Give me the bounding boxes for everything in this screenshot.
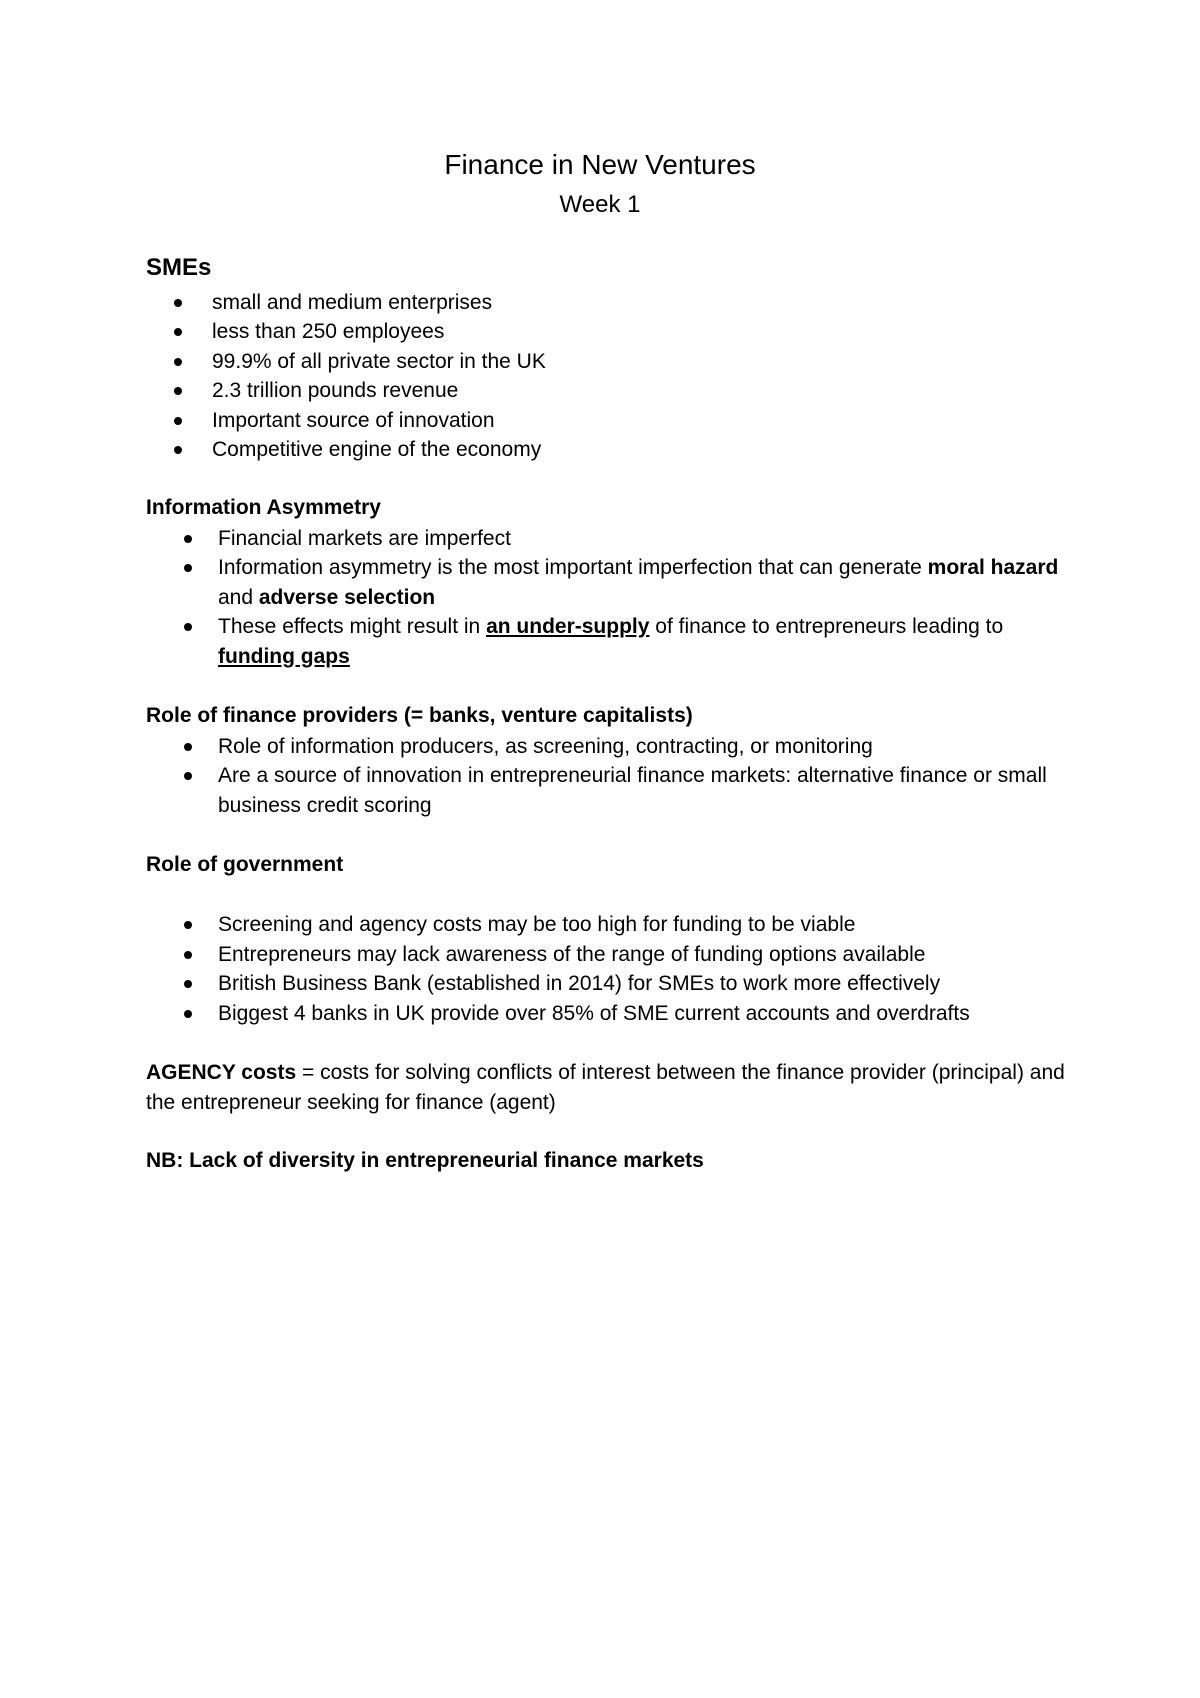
text-span: These effects might result in: [218, 615, 487, 638]
document-title: Finance in New Ventures: [444, 149, 756, 180]
bullet-icon: [184, 564, 192, 572]
bullet-icon: [174, 328, 182, 336]
list-item-text: 2.3 trillion pounds revenue: [212, 379, 459, 402]
funding-gaps-term: funding gaps: [218, 644, 350, 668]
bullet-icon: [184, 951, 192, 959]
list-item-text: Financial markets are imperfect: [218, 527, 511, 550]
finance-providers-heading: Role of finance providers (= banks, venture capitalists): [146, 704, 693, 727]
bullet-icon: [184, 1010, 192, 1018]
bullet-icon: [184, 623, 192, 631]
list-item-text: Entrepreneurs may lack awareness of the range of funding options available: [218, 943, 926, 966]
list-item-text: British Business Bank (established in 2014) for SMEs to work more effectively: [218, 972, 941, 995]
list-item-text: less than 250 employees: [212, 320, 445, 343]
bullet-icon: [174, 299, 182, 307]
text-span: of finance to entrepreneurs leading to: [649, 615, 1004, 638]
bullet-icon: [174, 358, 182, 366]
bullet-icon: [184, 772, 192, 780]
text-span: Information asymmetry is the most important imperfection that can generate: [218, 556, 928, 579]
document-subtitle: Week 1: [559, 191, 641, 218]
smes-heading: SMEs: [146, 254, 212, 281]
list-item-text: 99.9% of all private sector in the UK: [212, 350, 546, 373]
text-span: and: [218, 585, 259, 609]
under-supply-term: an under-supply: [486, 615, 650, 638]
bullet-icon: [174, 446, 182, 454]
agency-costs-paragraph: [146, 1058, 1066, 1117]
bullet-icon: [184, 980, 192, 988]
bullet-icon: [184, 743, 192, 751]
list-item-text: Screening and agency costs may be too high for funding to be viable: [218, 913, 856, 936]
agency-costs-term: AGENCY costs: [146, 1061, 297, 1084]
bullet-icon: [184, 921, 192, 929]
info-asymmetry-heading: Information Asymmetry: [146, 496, 381, 519]
list-item-text: Competitive engine of the economy: [212, 438, 542, 461]
list-item-text: Role of information producers, as screening, contracting, or monitoring: [218, 735, 873, 758]
government-heading: Role of government: [146, 853, 344, 876]
list-item-text: Biggest 4 banks in UK provide over 85% of SME current accounts and overdrafts: [218, 1002, 970, 1025]
bullet-icon: [184, 535, 192, 543]
agency-costs-definition: = costs for solving conflicts of interest between the finance provider (principal) and the entrepreneur seeking for finance (agent): [146, 1061, 1065, 1114]
bullet-icon: [174, 417, 182, 425]
list-item-text: Are a source of innovation in entrepreneurial finance markets: alternative finance or small business credit scoring: [218, 764, 1047, 817]
list-item-text: Important source of innovation: [212, 409, 495, 432]
list-item-text: [218, 612, 1078, 671]
list-item-text: small and medium enterprises: [212, 291, 493, 314]
nb-note: NB: Lack of diversity in entrepreneurial finance markets: [146, 1149, 704, 1172]
list-item-text: [218, 553, 1078, 612]
adverse-selection-term: adverse selection: [258, 585, 436, 609]
bullet-icon: [174, 387, 182, 395]
moral-hazard-term: moral hazard: [927, 556, 1059, 579]
